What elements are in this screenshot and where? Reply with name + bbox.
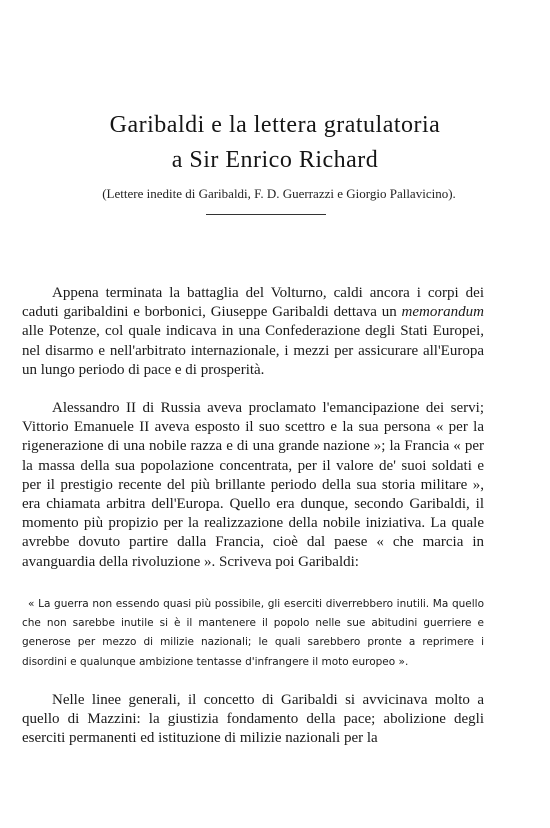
paragraph-1-italic: memorandum	[401, 304, 484, 321]
page-title: Garibaldi e la lettera gratulatoria	[109, 112, 441, 138]
paragraph-1-end: alle Potenze, col quale indicava in una Confederazione degli Stati Europei, nel disarmo e nell'arbitrato internazionale, i mezzi per assicurare all'Europa un lungo periodo di pace e di prosperità.	[22, 323, 484, 378]
page-subtitle: (Lettere inedite di Garibaldi, F. D. Guerrazzi e Giorgio Pallavicino).	[102, 186, 456, 201]
paragraph-1-start: Appena terminata la battaglia del Volturno, caldi ancora i corpi dei caduti garibaldini e borbonici, Giuseppe Garibaldi dettava un	[22, 285, 484, 321]
paragraph-3: Nelle linee generali, il concetto di Garibaldi si avvicinava molto a quello di Mazzini: la giustizia fondamento della pace; abolizione degli eserciti permanenti ed istituzione di milizie nazionali per la	[22, 692, 484, 747]
paragraph-1	[22, 284, 484, 380]
page-title-line2: a Sir Enrico Richard	[171, 147, 379, 173]
block-quote: « La guerra non essendo quasi più possibile, gli eserciti diverrebbero inutili. Ma quello che non sarebbe inutile si è il mantenere il popolo nelle sue abitudini guerriere e generose per mezzo di milizie nazionali; le quali sarebbero pronte a reprimere i disordini e qualunque ambizione tentasse d'infrangere il moto europeo ».	[22, 598, 484, 668]
title-divider	[206, 214, 326, 215]
paragraph-2: Alessandro II di Russia aveva proclamato l'emancipazione dei servi; Vittorio Emanuele II aveva esposto il suo scettro e la sua persona « per la rigenerazione di una nobile razza e di una grande nazione »; la Francia « per la massa della sua popolazione concentrata, per il valore de' suoi soldati e per il prestigio recente del più brillante periodo della sua storia militare », era chiamata arbitra dell'Europa. Quello era dunque, secondo Garibaldi, il momento più propizio per la realizzazione della nobile iniziativa. La quale avrebbe dovuto partire dalla Francia, cioè dal paese « che marcia in avanguardia della rivoluzione ». Scriveva poi Garibaldi:	[22, 400, 484, 570]
